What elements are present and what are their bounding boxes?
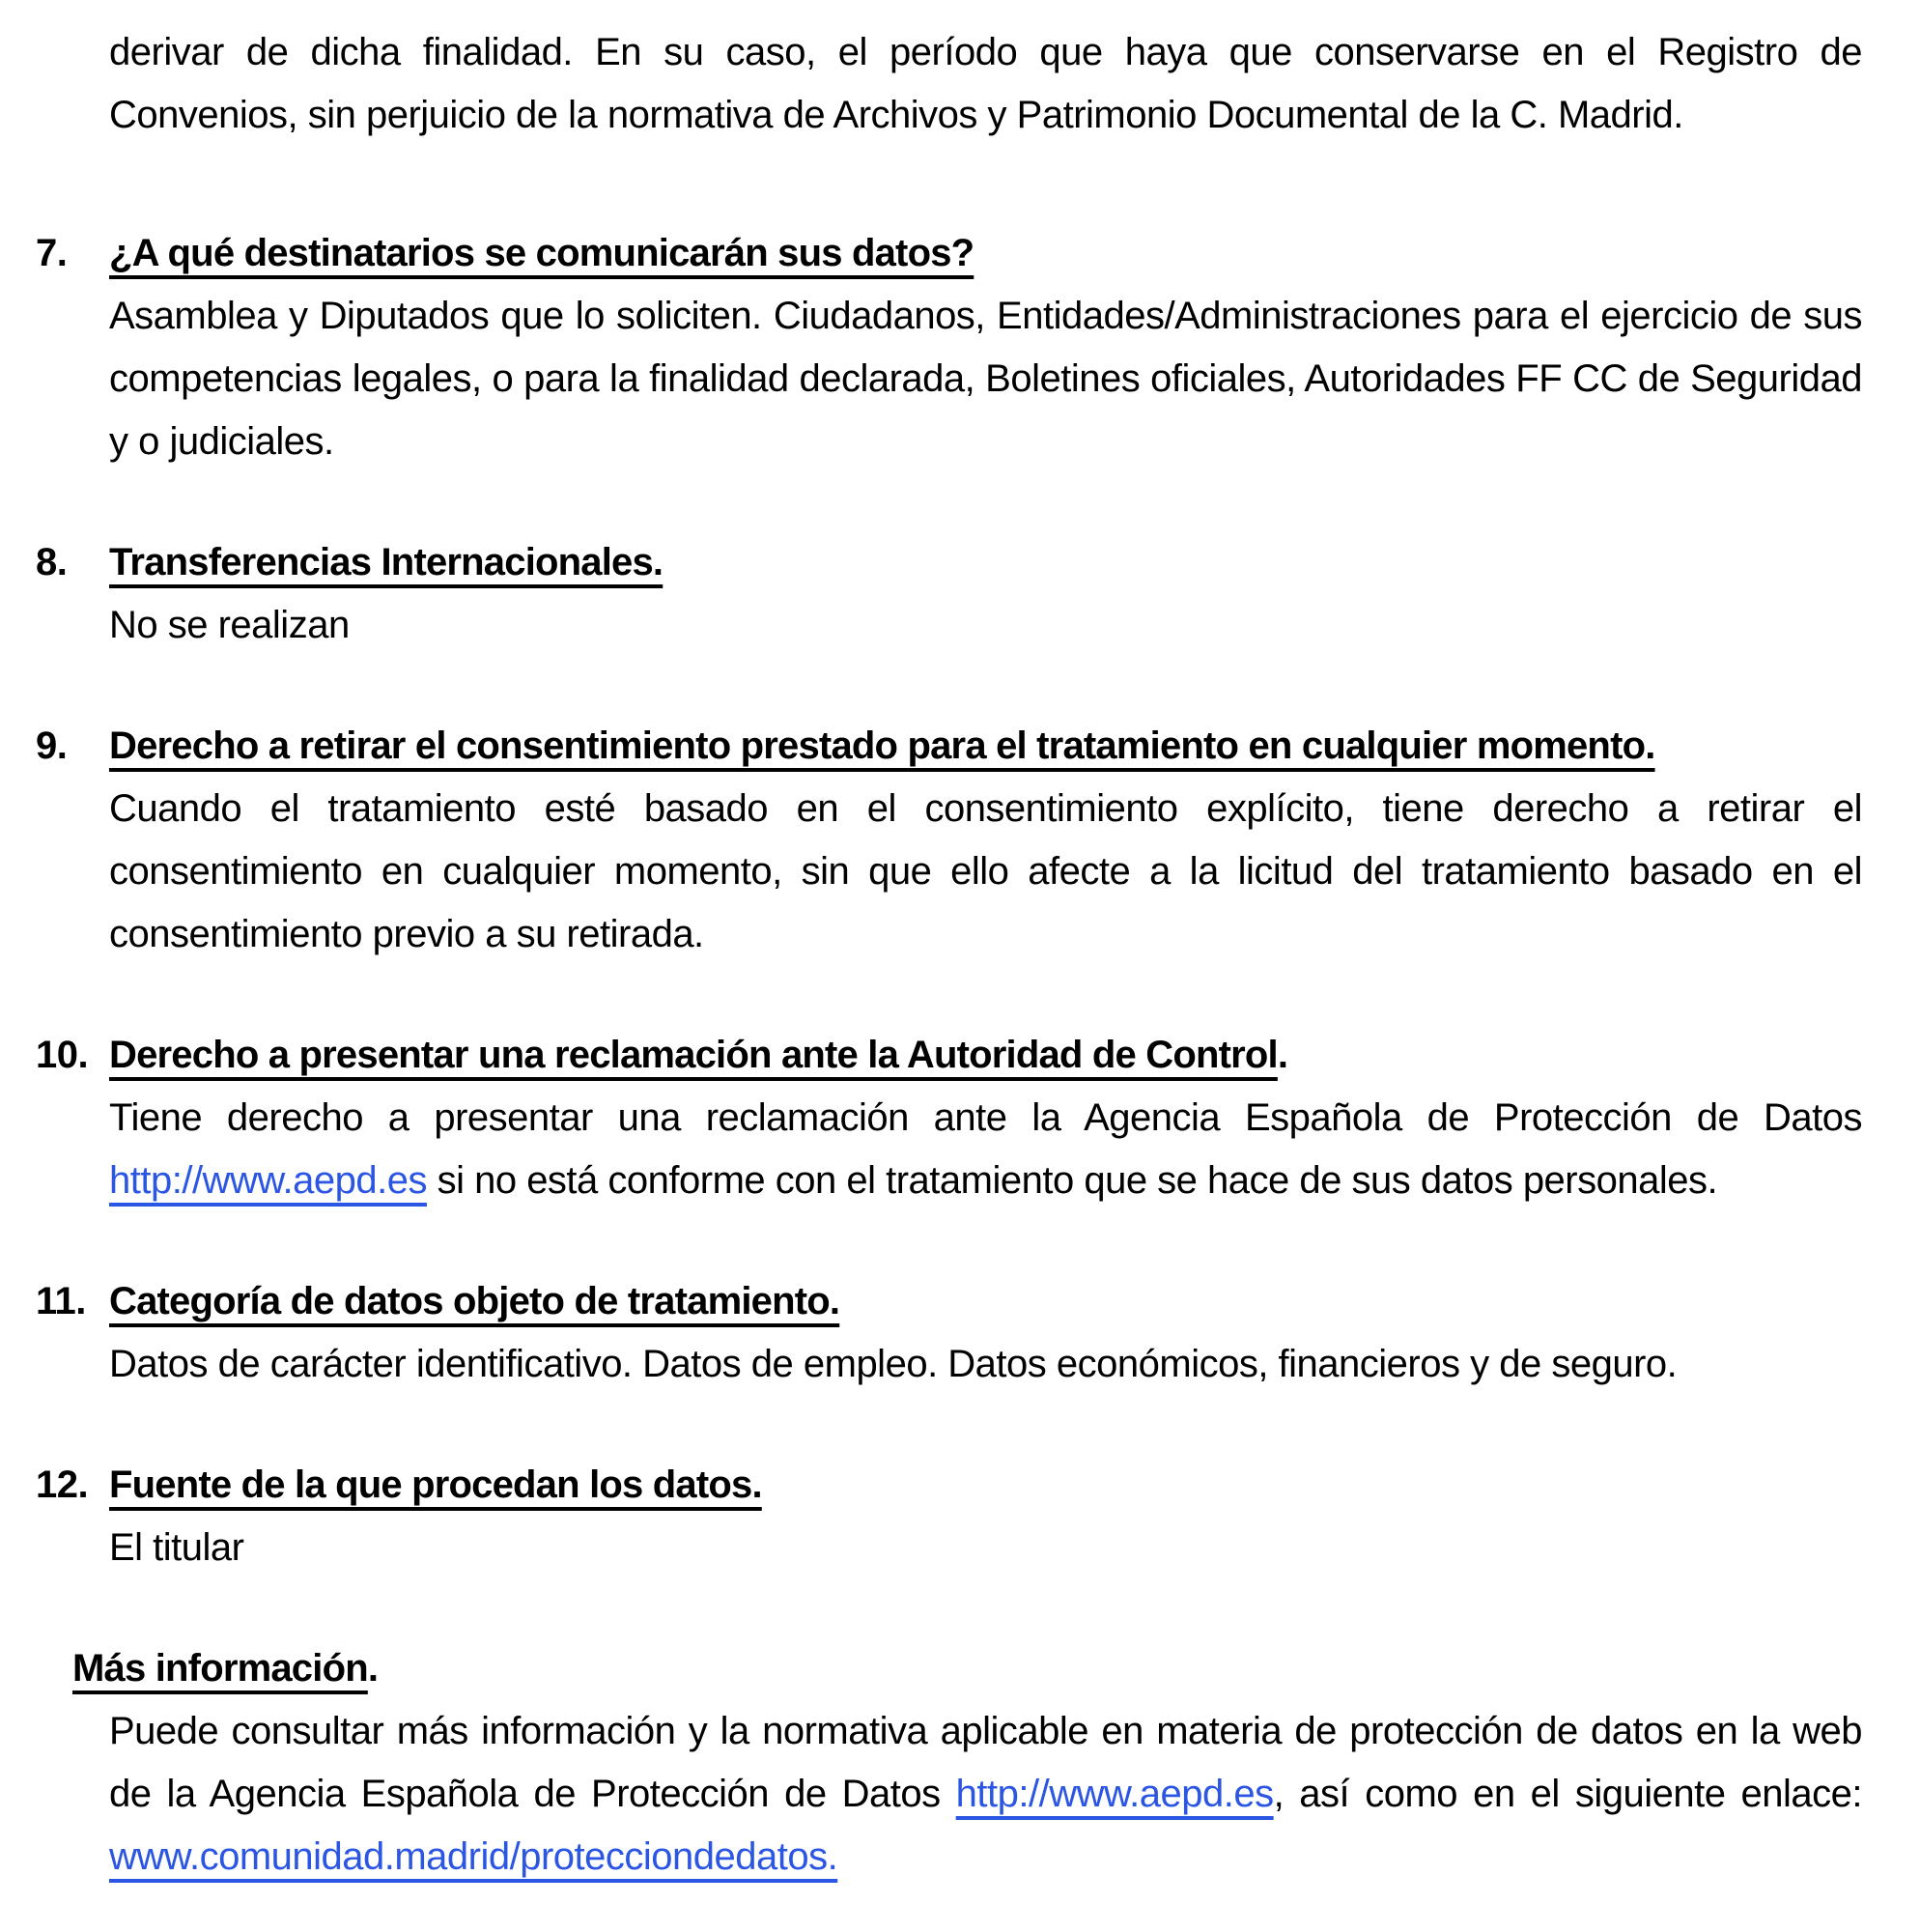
section-12-heading: Fuente de la que procedan los datos.	[109, 1463, 762, 1506]
section-7-number: 7.	[36, 232, 68, 274]
section-10-number: 10.	[36, 1034, 89, 1076]
section-8-number: 8.	[36, 541, 68, 583]
section-7	[36, 222, 1862, 473]
intro-paragraph: derivar de dicha finalidad. En su caso, el período que haya que conservarse en el Registro de Convenios, sin perjuicio de la normativa de Archivos y Patrimonio Documental de la C. Madrid.	[109, 31, 1862, 136]
section-12-body: El titular	[109, 1526, 244, 1569]
more-info-body: Puede consultar más información y la normativa aplicable en materia de protección de datos en la web de la Agencia Española de Protección de Datos http://www.aepd.es, así como en el siguiente enlace: www.comunidad.madrid/protecciondedatos.	[109, 1710, 1862, 1878]
section-8	[36, 531, 1862, 657]
section-8-body: No se realizan	[109, 604, 350, 646]
section-10	[36, 1024, 1862, 1212]
section-11-heading: Categoría de datos objeto de tratamiento.	[109, 1280, 840, 1322]
section-8-heading: Transferencias Internacionales.	[109, 541, 664, 583]
section-10-heading: Derecho a presentar una reclamación ante la Autoridad de Control.	[109, 1034, 1288, 1076]
section-10-body: Tiene derecho a presentar una reclamación ante la Agencia Española de Protección de Datos http://www.aepd.es si no está conforme con el tratamiento que se hace de sus datos personales.	[109, 1096, 1862, 1202]
comunidad-madrid-protecciondedatos-link[interactable]: www.comunidad.madrid/protecciondedatos.	[109, 1835, 838, 1878]
section-9-number: 9.	[36, 724, 68, 767]
section-9-body: Cuando el tratamiento esté basado en el consentimiento explícito, tiene derecho a retirar el consentimiento en cualquier momento, sin que ello afecte a la licitud del tratamiento basado en el consentimiento previo a su retirada.	[109, 787, 1862, 955]
section-7-body: Asamblea y Diputados que lo soliciten. Ciudadanos, Entidades/Administraciones para el ejercicio de sus competencias legales, o para la finalidad declarada, Boletines oficiales, Autoridades FF CC de Seguridad y o judiciales.	[109, 295, 1862, 463]
more-info-section	[36, 1637, 1862, 1889]
aepd-link[interactable]: http://www.aepd.es	[109, 1159, 427, 1202]
section-7-heading: ¿A qué destinatarios se comunicarán sus datos?	[109, 232, 974, 274]
section-11-body: Datos de carácter identificativo. Datos de empleo. Datos económicos, financieros y de seguro.	[109, 1343, 1678, 1385]
section-9	[36, 715, 1862, 966]
section-11	[36, 1270, 1862, 1396]
section-11-number: 11.	[36, 1280, 86, 1322]
section-12	[36, 1454, 1862, 1579]
more-info-heading: Más información.	[72, 1647, 379, 1690]
aepd-link-2[interactable]: http://www.aepd.es	[955, 1773, 1274, 1815]
section-9-heading: Derecho a retirar el consentimiento prestado para el tratamiento en cualquier momento.	[109, 724, 1655, 767]
section-12-number: 12.	[36, 1463, 89, 1506]
